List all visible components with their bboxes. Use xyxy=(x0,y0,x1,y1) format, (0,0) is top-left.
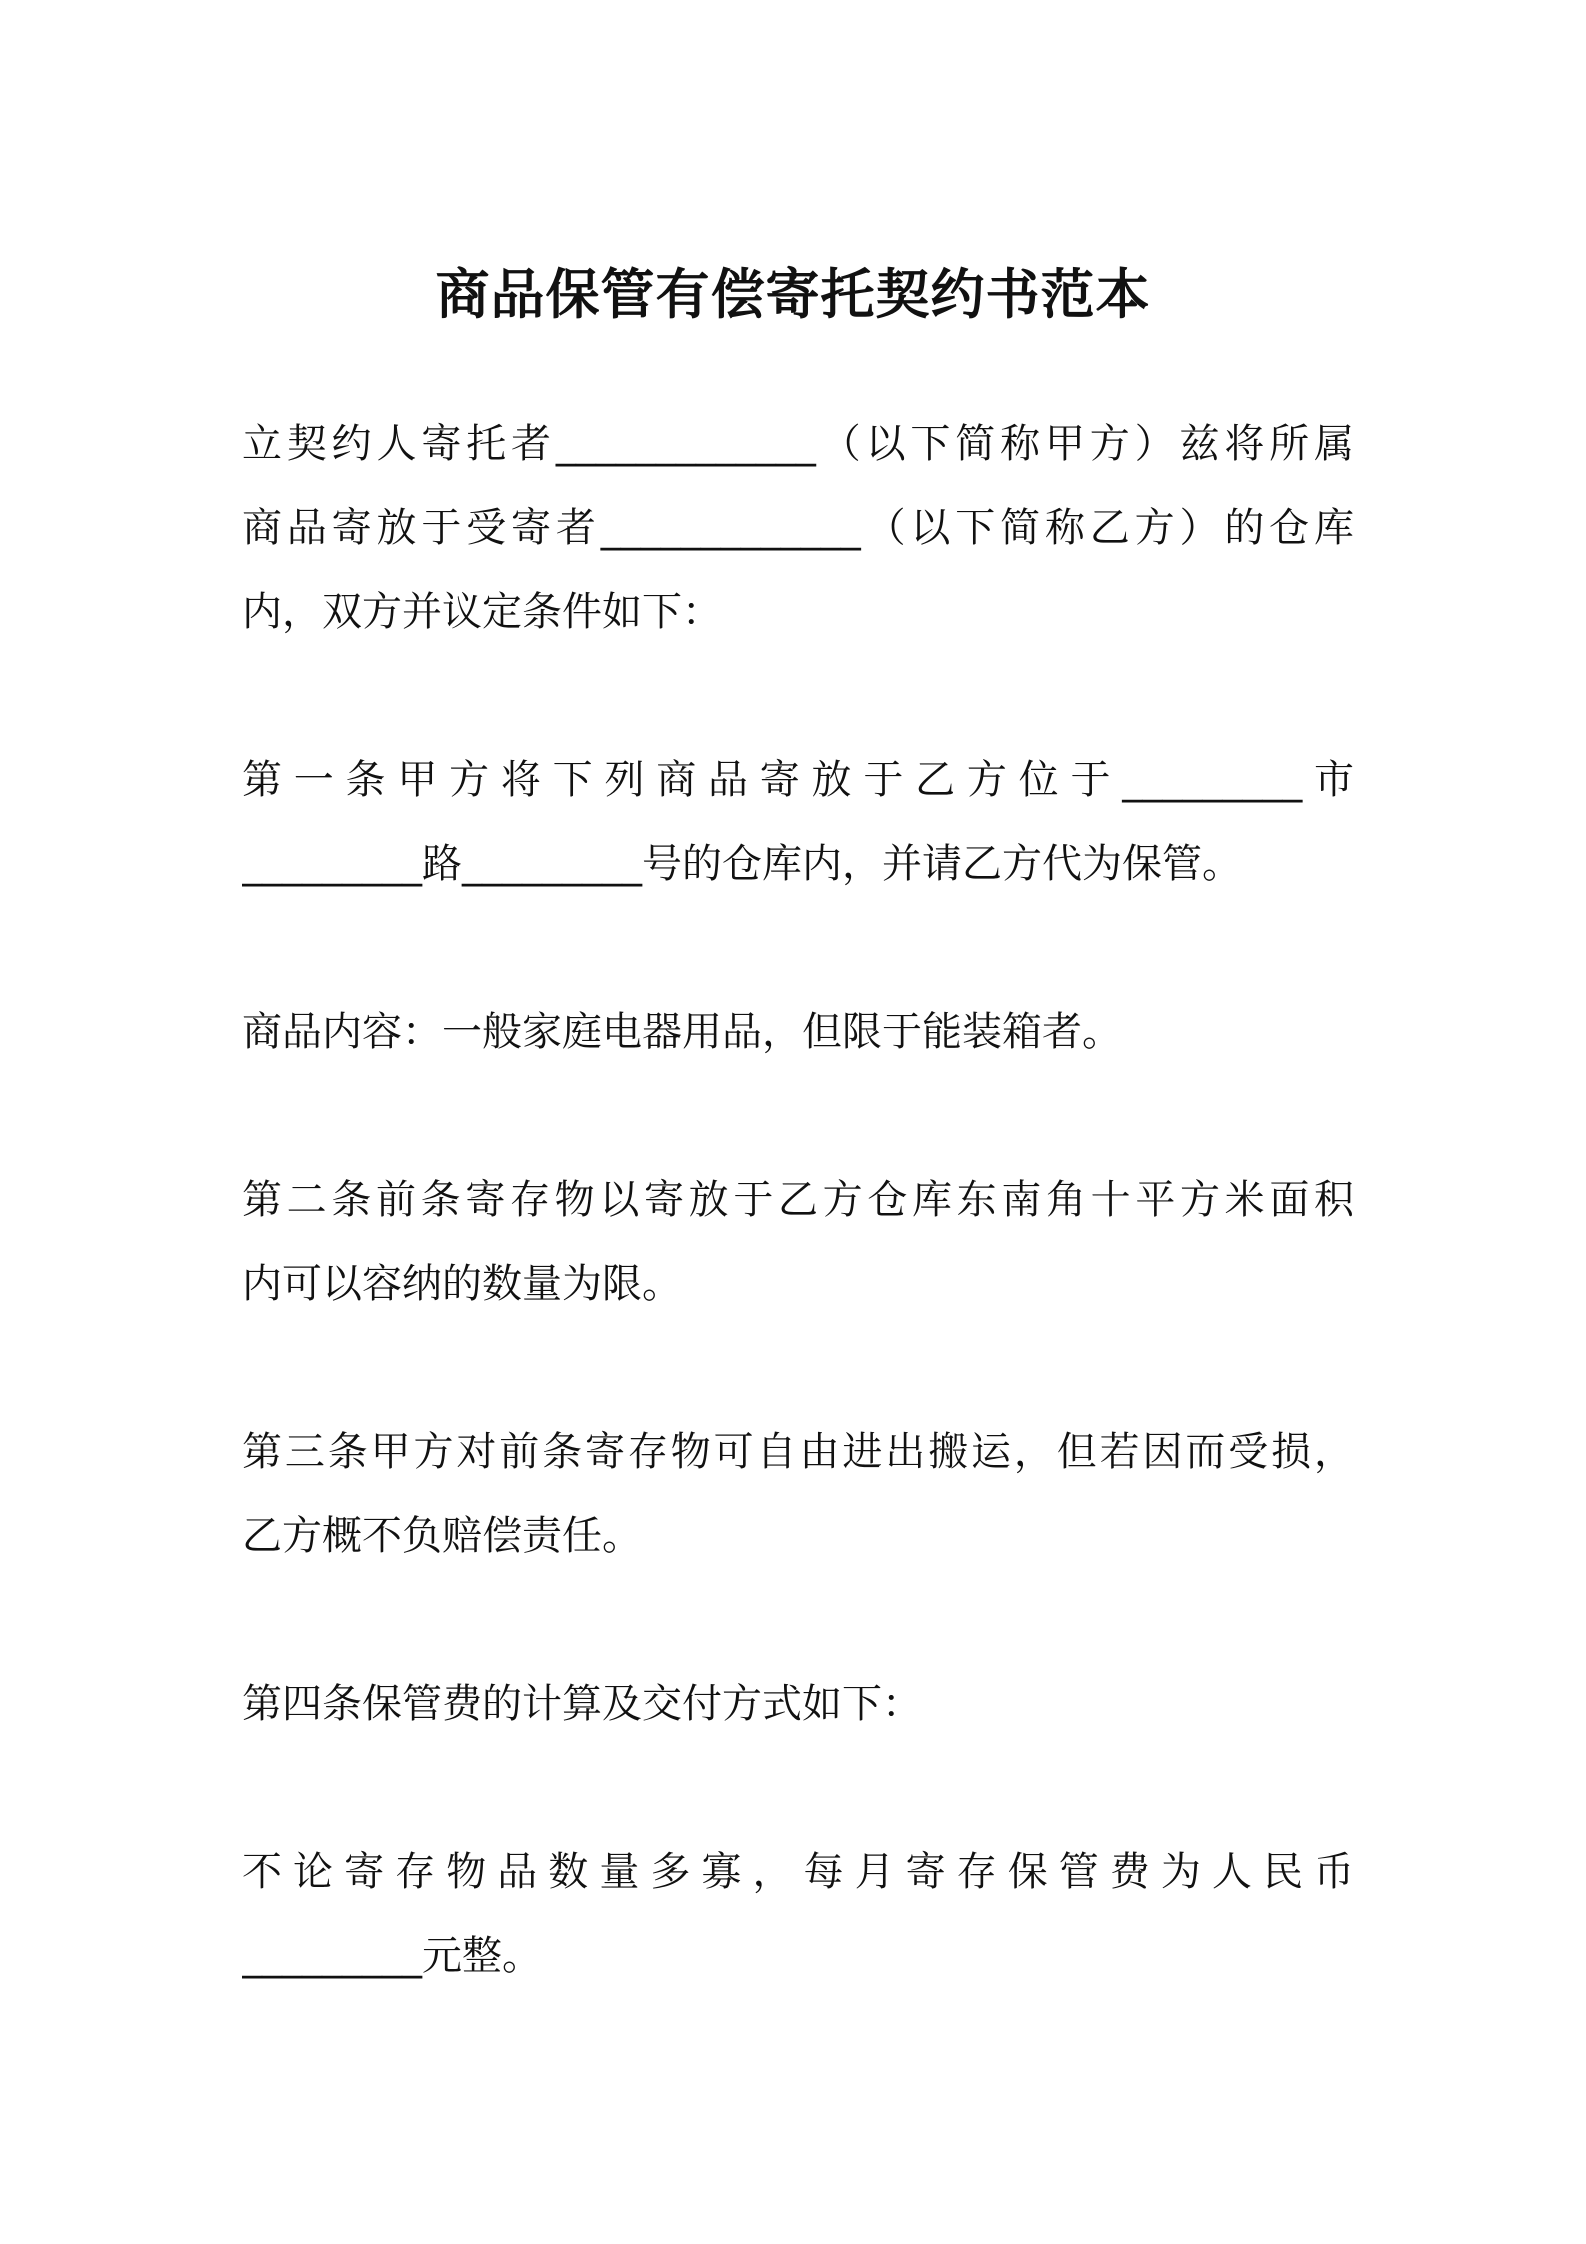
text-line: 商品内容：一般家庭电器用品，但限于能装箱者。 xyxy=(242,1009,1122,1055)
text-line: 第二条前条寄存物以寄放于乙方仓库东南角十平方米面积 xyxy=(242,1177,1354,1223)
paragraph-goods-content xyxy=(242,990,1354,1074)
paragraph-fee xyxy=(242,1830,1354,1998)
paragraph-article-2 xyxy=(242,1158,1354,1326)
text-line: 第三条甲方对前条寄存物可自由进出搬运，但若因而受损， xyxy=(242,1429,1354,1475)
text-line: 第一条甲方将下列商品寄放于乙方位于_________市 xyxy=(242,757,1354,803)
text-line: 商品寄放于受寄者_____________（以下简称乙方）的仓库 xyxy=(242,505,1354,551)
text-line: 内可以容纳的数量为限。 xyxy=(242,1261,682,1307)
paragraph-preamble xyxy=(242,402,1354,654)
text-line: _________路_________号的仓库内，并请乙方代为保管。 xyxy=(242,841,1242,887)
text-line: 不论寄存物品数量多寡，每月寄存保管费为人民币 xyxy=(242,1849,1354,1895)
document-title: 商品保管有偿寄托契约书范本 xyxy=(435,263,1151,326)
text-line: 内，双方并议定条件如下： xyxy=(242,589,722,635)
text-line: _________元整。 xyxy=(242,1933,542,1979)
paragraph-article-4 xyxy=(242,1662,1354,1746)
text-line: 第四条保管费的计算及交付方式如下： xyxy=(242,1681,922,1727)
text-line: 立契约人寄托者_____________（以下简称甲方）兹将所属 xyxy=(242,421,1354,467)
text-line: 乙方概不负赔偿责任。 xyxy=(242,1513,642,1559)
paragraph-article-1 xyxy=(242,738,1354,906)
paragraph-article-3 xyxy=(242,1410,1354,1578)
